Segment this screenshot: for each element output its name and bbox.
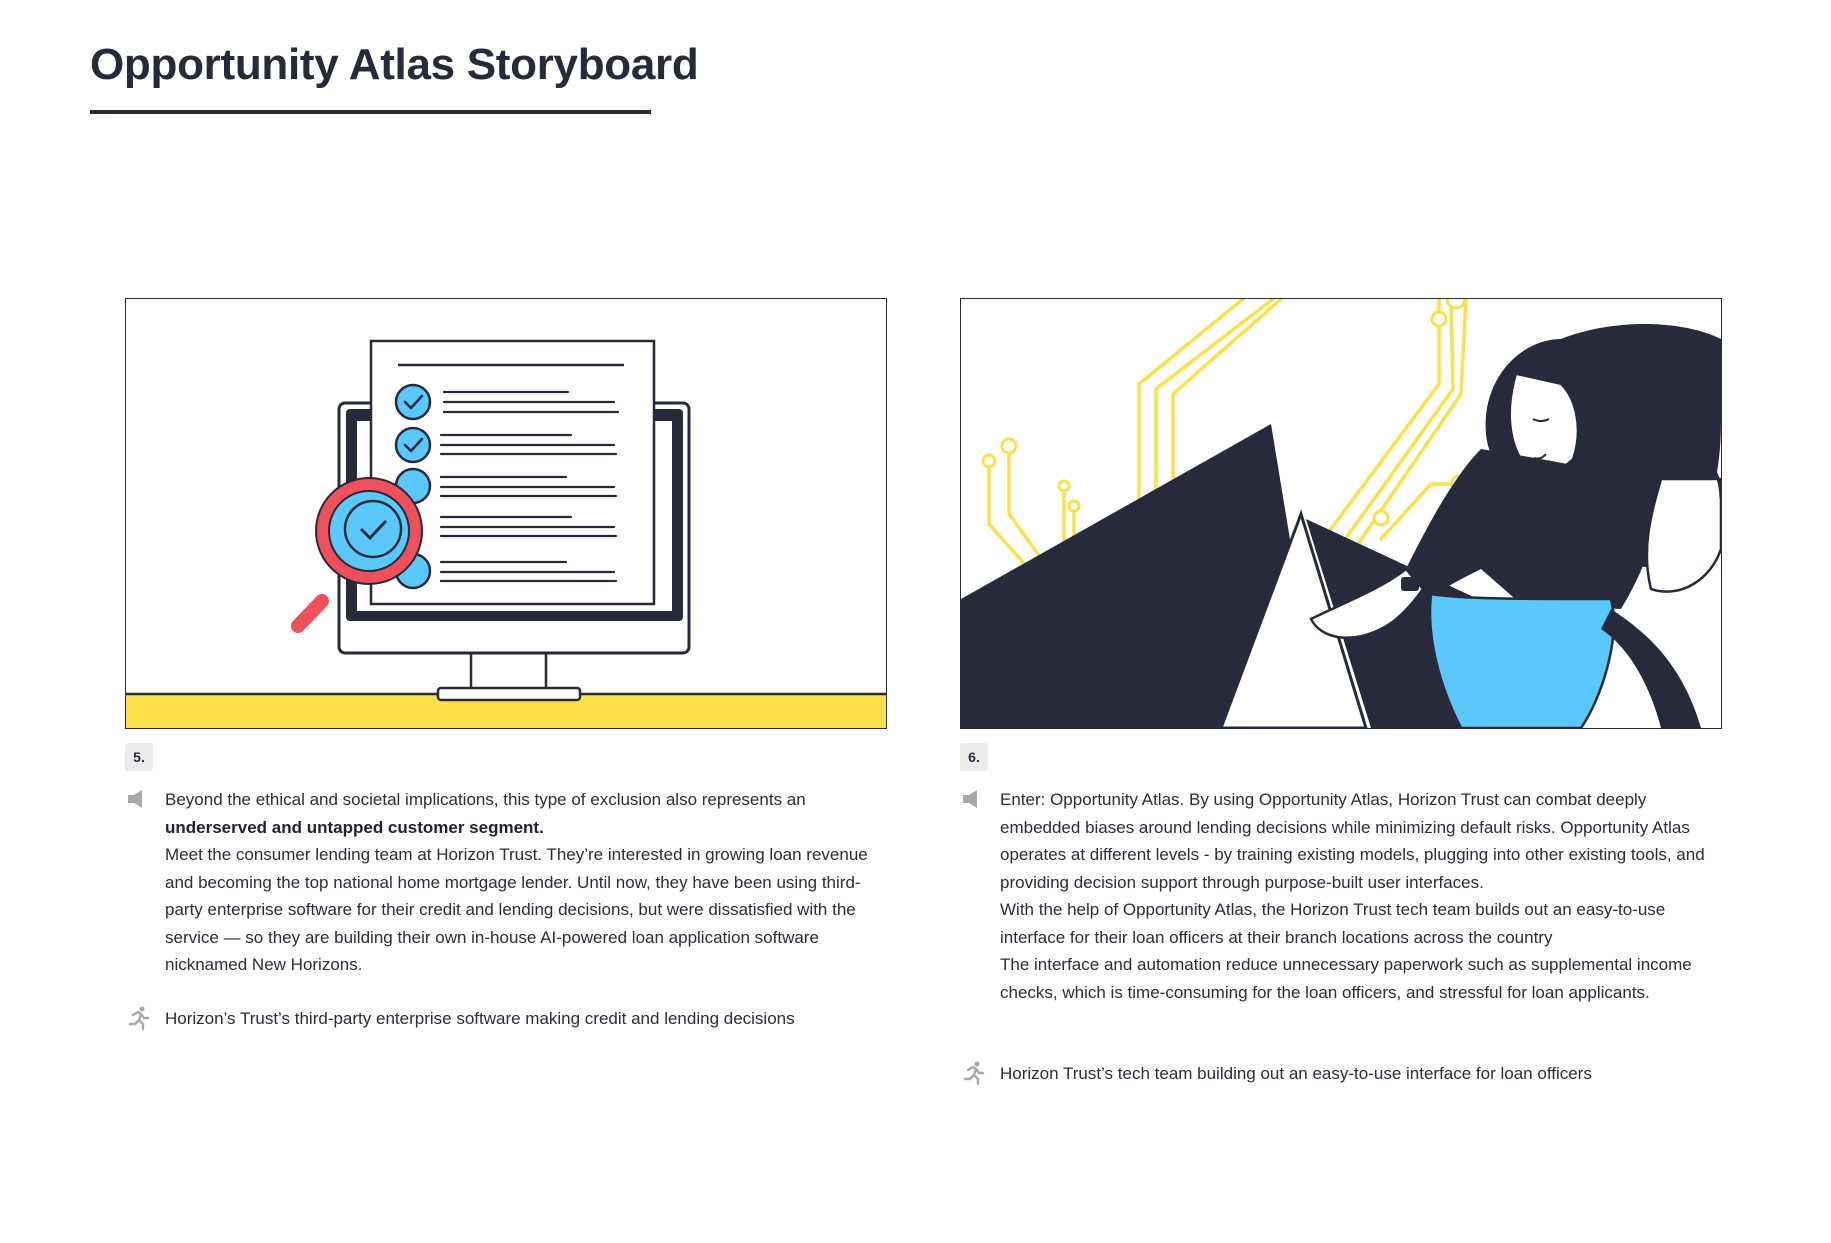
narration-paragraph: Enter: Opportunity Atlas. By using Opportunity Atlas, Horizon Trust can combat deeply embedded biases around lending decisions while minimizing default risks. Opportunity Atlas operates at different levels - by training existing models, plugging into other existing tools, and providing decision support through purpose-built user interfaces.: [1000, 790, 1705, 892]
narration-paragraph: Meet the consumer lending team at Horizon Trust. They’re interested in growing loan revenue and becoming the top national home mortgage lender. Until now, they have been using third-party enterprise software for their credit and lending decisions, but were dissatisfied with the service — so they are building their own in-house AI-powered loan application software nicknamed New Horizons.: [165, 845, 868, 974]
storyboard-panel-6: [960, 298, 1722, 1083]
narration-block: [125, 786, 887, 986]
speaker-icon: [960, 786, 986, 812]
woman-laptop-illustration: [961, 299, 1721, 728]
panel-6-illustration: [960, 298, 1722, 729]
running-figure-icon: [960, 1060, 986, 1086]
speaker-icon: [125, 786, 151, 812]
narration-line: Beyond the ethical and societal implications, this type of exclusion also represents an: [165, 790, 806, 809]
action-block: [125, 1005, 887, 1035]
panel-number: 5.: [125, 743, 153, 771]
page-title: Opportunity Atlas Storyboard: [90, 40, 699, 89]
running-figure-icon: [125, 1005, 151, 1031]
narration-block: [960, 786, 1722, 1046]
storyboard-panel-5: [125, 298, 887, 1028]
narration-paragraph: The interface and automation reduce unnecessary paperwork such as supplemental income checks, which is time-consuming for the loan officers, and stressful for loan applicants.: [1000, 955, 1692, 1002]
narration-text: [165, 786, 885, 979]
narration-emphasis: underserved and untapped customer segment.: [165, 817, 544, 837]
narration-paragraph: With the help of Opportunity Atlas, the Horizon Trust tech team builds out an easy-to-use interface for their loan officers at their branch locations across the country: [1000, 900, 1666, 947]
action-block: [960, 1060, 1722, 1090]
action-text: Horizon Trust’s tech team building out an easy-to-use interface for loan officers: [1000, 1064, 1592, 1083]
panel-number: 6.: [960, 743, 988, 771]
title-underline: [90, 110, 651, 114]
action-text: Horizon’s Trust’s third-party enterprise software making credit and lending decisions: [165, 1009, 795, 1028]
narration-text: [1000, 786, 1720, 1006]
monitor-checklist-illustration: [126, 299, 886, 728]
panel-5-illustration: [125, 298, 887, 729]
